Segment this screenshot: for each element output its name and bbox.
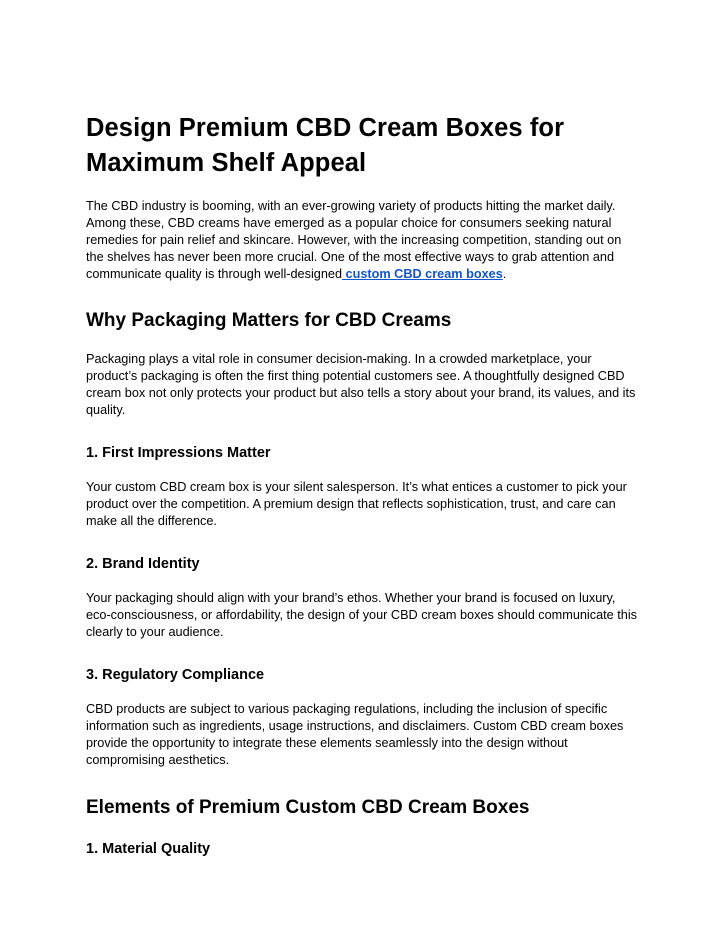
paragraph-brand-identity: Your packaging should align with your brand’s ethos. Whether your brand is focused on luxury, eco-consciousness, or affordability, the design of your CBD cream boxes should communicate this clearly to your audience. xyxy=(86,591,638,639)
section-heading-why-packaging: Why Packaging Matters for CBD Creams xyxy=(86,310,452,331)
subheading-regulatory-compliance: 3. Regulatory Compliance xyxy=(86,667,265,683)
section-heading-elements: Elements of Premium Custom CBD Cream Boxes xyxy=(86,797,530,818)
section-paragraph-why-packaging: Packaging plays a vital role in consumer decision-making. In a crowded marketplace, your product’s packaging is often the first thing potential customers see. A thoughtfully designed CBD cream box not only protects your product but also tells a story about your brand, its values, and its quality. xyxy=(86,352,636,417)
intro-end: . xyxy=(502,267,507,281)
paragraph-first-impressions: Your custom CBD cream box is your silent salesperson. It’s what entices a customer to pick your product over the competition. A premium design that reflects sophistication, trust, and care can make all the difference. xyxy=(86,480,627,528)
document-body xyxy=(86,111,642,859)
document-title: Design Premium CBD Cream Boxes for Maximum Shelf Appeal xyxy=(86,114,565,177)
intro-paragraph xyxy=(86,198,642,283)
subheading-first-impressions: 1. First Impressions Matter xyxy=(86,445,271,461)
custom-cbd-cream-boxes-link[interactable]: custom CBD cream boxes xyxy=(342,267,503,281)
subheading-brand-identity: 2. Brand Identity xyxy=(86,556,200,572)
subheading-material-quality: 1. Material Quality xyxy=(86,841,211,857)
intro-text: The CBD industry is booming, with an ever-growing variety of products hitting the market daily. Among these, CBD creams have emerged as a popular choice for consumers seeking natural remedies for pain relief and skincare. However, with the increasing competition, standing out on the shelves has never been more crucial. One of the most effective ways to grab attention and communicate quality is through well-designed xyxy=(86,199,622,281)
paragraph-regulatory-compliance: CBD products are subject to various packaging regulations, including the inclusion of specific information such as ingredients, usage instructions, and disclaimers. Custom CBD cream boxes provide the opportunity to integrate these elements seamlessly into the design without compromising aesthetics. xyxy=(86,702,624,767)
